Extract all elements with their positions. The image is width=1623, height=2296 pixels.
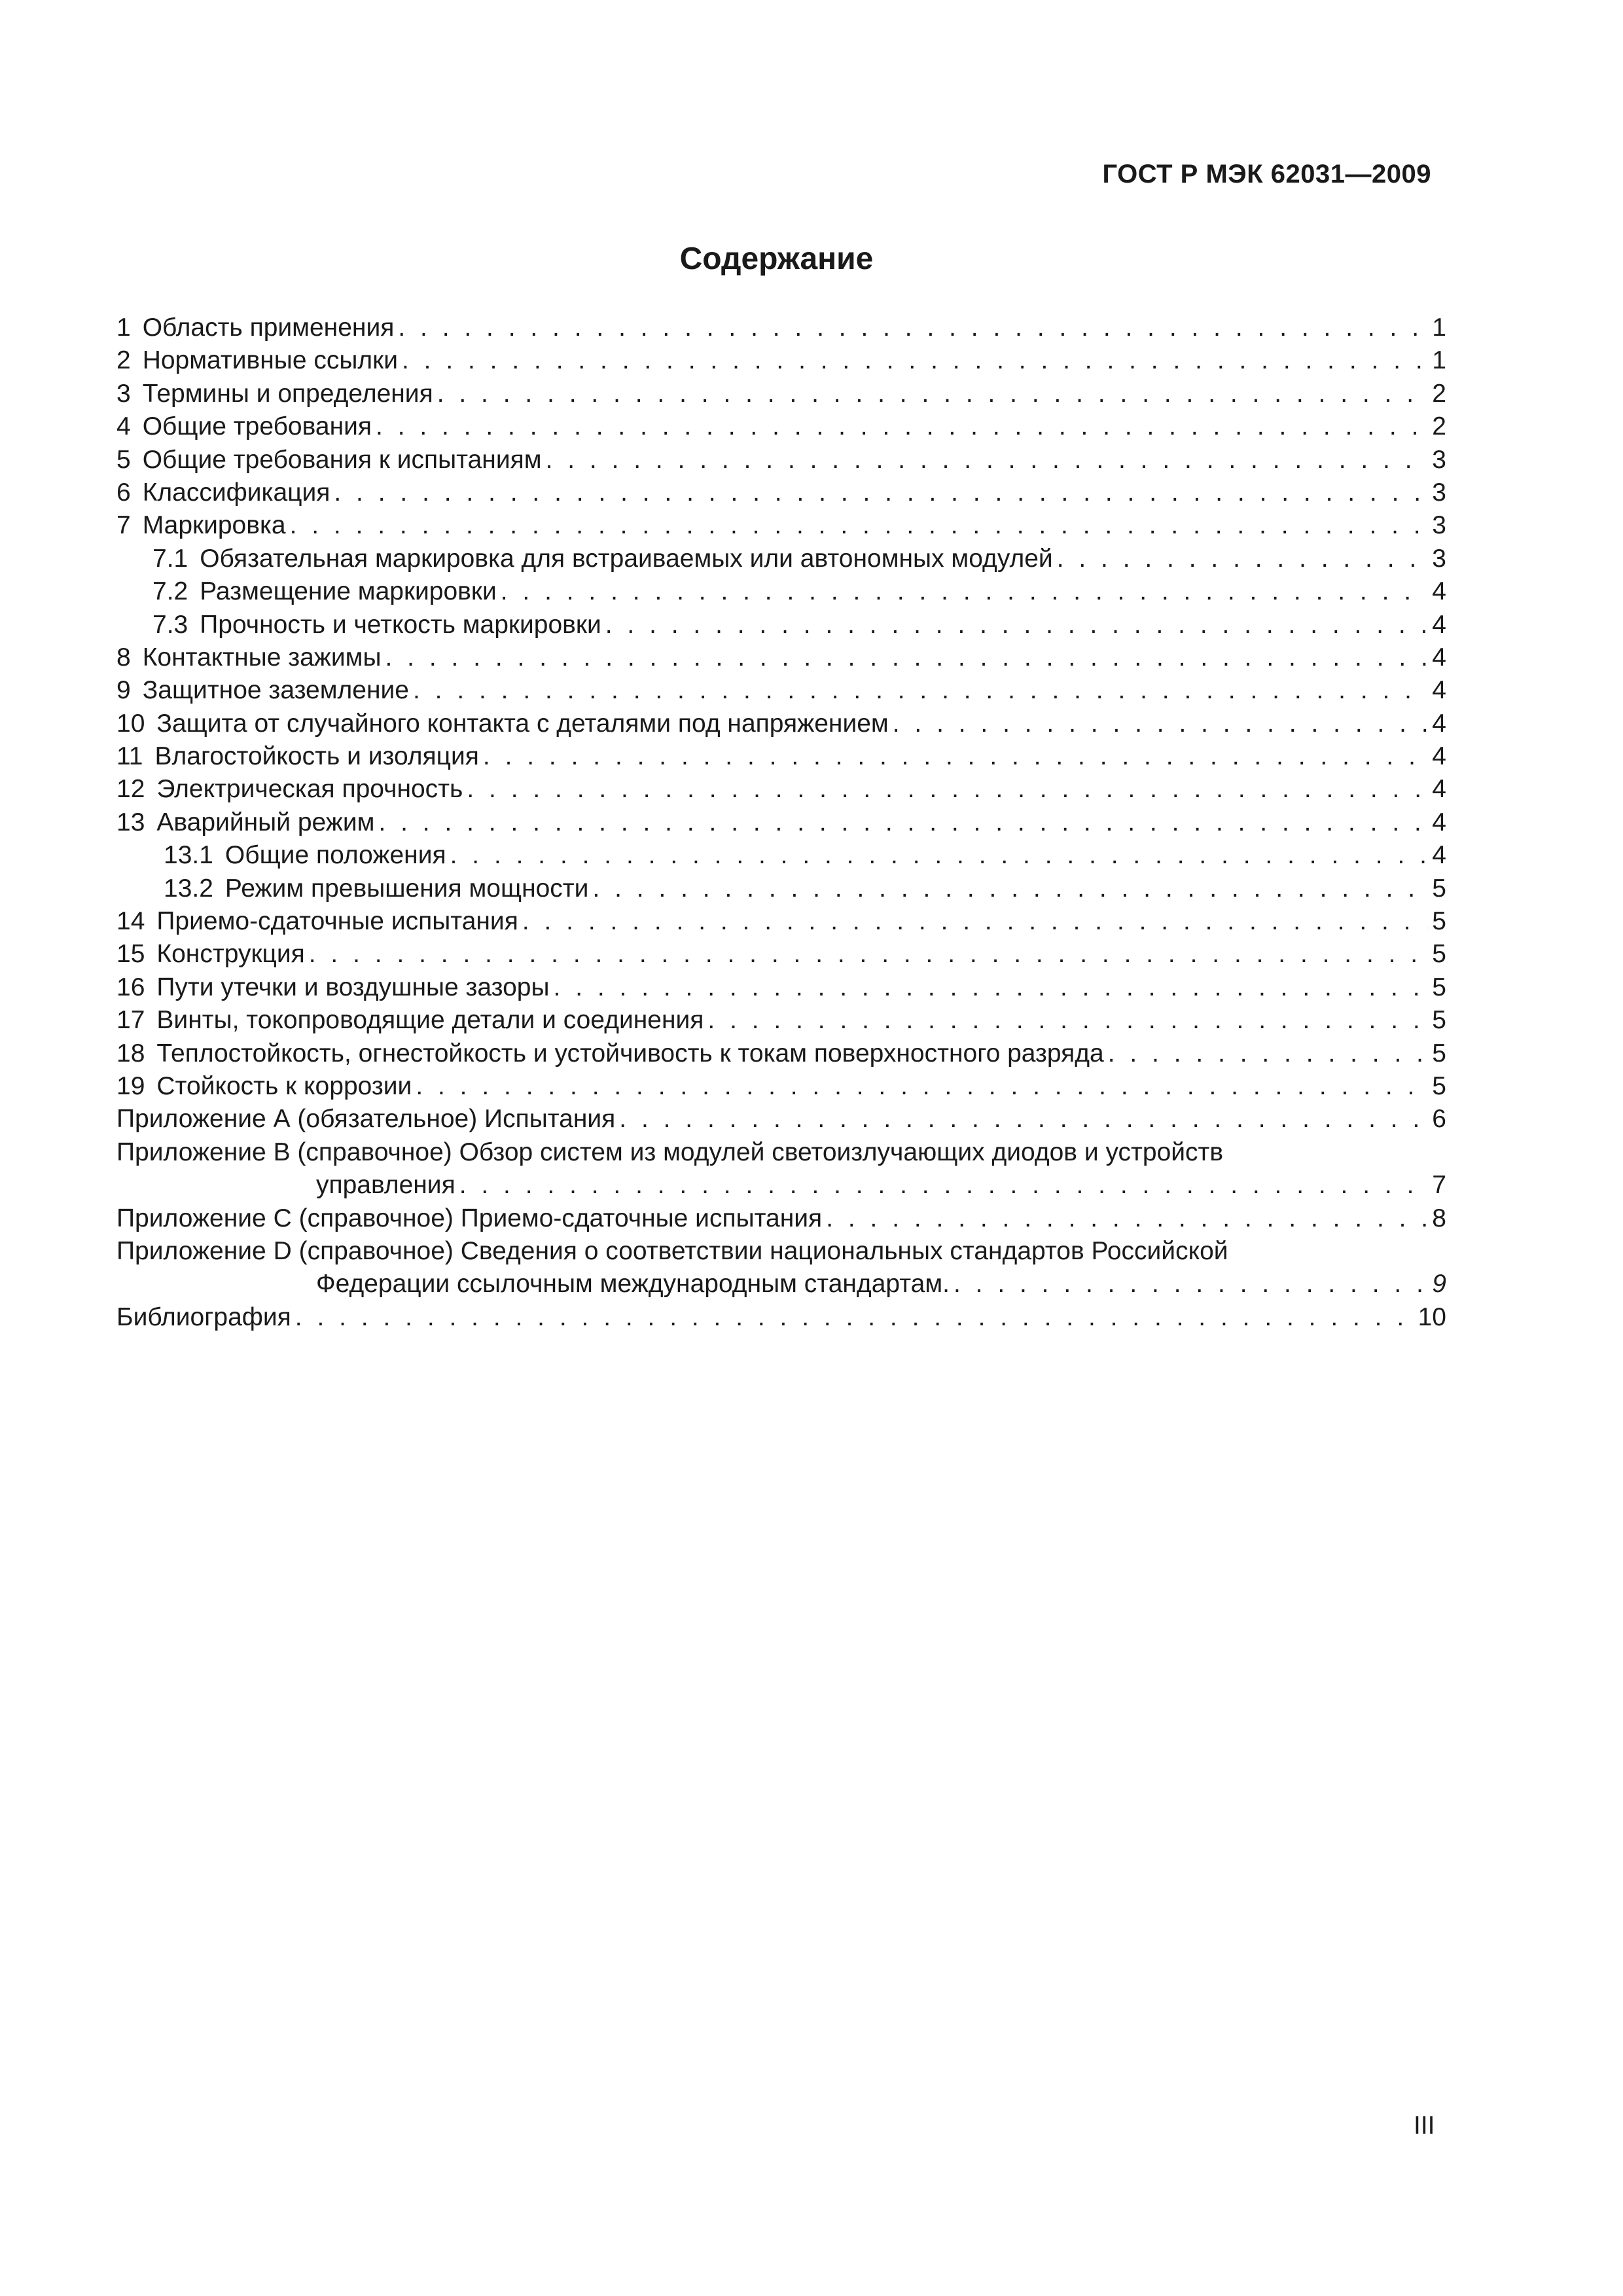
toc-number: 4	[116, 412, 131, 441]
toc-page: 8	[1432, 1204, 1446, 1232]
toc-label: Приемо-сдаточные испытания	[156, 907, 518, 936]
toc-number: 16	[116, 973, 145, 1001]
table-of-contents	[116, 312, 1446, 1334]
toc-label: Общие требования к испытаниям	[142, 445, 542, 474]
dot-leader	[1108, 1037, 1429, 1070]
toc-page: 5	[1432, 1006, 1446, 1035]
dot-leader	[378, 806, 1428, 839]
toc-entry[interactable]	[116, 1070, 1446, 1103]
toc-label: Обязательная маркировка для встраиваемых или автономных модулей	[200, 544, 1053, 573]
dot-leader	[605, 609, 1429, 641]
toc-label: Общие положения	[224, 841, 446, 870]
dot-leader	[826, 1202, 1428, 1235]
toc-label: Библиография	[116, 1302, 291, 1331]
toc-annex-a[interactable]	[116, 1103, 1446, 1136]
toc-label-line1: Приложение D (справочное) Сведения о соответствии национальных стандартов Российской	[116, 1236, 1228, 1265]
dot-leader	[554, 971, 1429, 1004]
toc-entry[interactable]	[116, 1004, 1446, 1037]
toc-label-line2: Федерации ссылочным международным стандартам.	[316, 1270, 950, 1299]
toc-entry[interactable]	[116, 476, 1446, 509]
dot-leader	[483, 740, 1428, 773]
toc-number: 8	[116, 643, 131, 672]
toc-entry[interactable]	[116, 674, 1446, 707]
toc-page: 4	[1432, 577, 1446, 606]
dot-leader	[416, 1070, 1428, 1103]
toc-label: Область применения	[142, 314, 395, 342]
dot-leader	[309, 938, 1429, 971]
toc-number: 2	[116, 346, 131, 375]
toc-page: 3	[1432, 511, 1446, 540]
toc-entry[interactable]	[116, 971, 1446, 1004]
toc-number: 19	[116, 1071, 145, 1100]
toc-annex-d[interactable]	[116, 1235, 1446, 1301]
toc-page: 4	[1432, 775, 1446, 804]
dot-leader	[467, 773, 1428, 806]
toc-subentry[interactable]	[116, 872, 1446, 905]
toc-page: 5	[1432, 907, 1446, 936]
toc-entry[interactable]	[116, 1037, 1446, 1070]
toc-number: 9	[116, 676, 131, 705]
toc-number: 12	[116, 775, 145, 804]
toc-label-line1: Приложение В (справочное) Обзор систем из модулей светоизлучающих диодов и устройств	[116, 1138, 1224, 1166]
toc-label: Пути утечки и воздушные зазоры	[156, 973, 550, 1001]
toc-page: 3	[1432, 445, 1446, 474]
toc-label: Контактные зажимы	[142, 643, 382, 672]
toc-label: Защита от случайного контакта с деталями под напряжением	[156, 709, 889, 738]
toc-number: 10	[116, 709, 145, 738]
toc-annex-c[interactable]	[116, 1202, 1446, 1235]
toc-label-line2: управления	[316, 1171, 455, 1200]
toc-number: 13.1	[164, 841, 213, 870]
toc-number: 13.2	[164, 874, 213, 903]
toc-label: Теплостойкость, огнестойкость и устойчивость к токам поверхностного разряда	[156, 1039, 1104, 1067]
dot-leader	[592, 872, 1428, 905]
toc-entry[interactable]	[116, 312, 1446, 344]
dot-leader	[546, 444, 1429, 476]
dot-leader	[522, 905, 1428, 938]
toc-number: 7.1	[152, 544, 188, 573]
toc-entry[interactable]	[116, 708, 1446, 740]
toc-number: 17	[116, 1006, 145, 1035]
toc-subentry[interactable]	[116, 543, 1446, 575]
toc-page: 5	[1432, 973, 1446, 1001]
toc-page: 9	[1432, 1270, 1446, 1299]
toc-entry[interactable]	[116, 410, 1446, 443]
dot-leader	[437, 378, 1429, 410]
toc-annex-b[interactable]	[116, 1136, 1446, 1202]
toc-label: Электрическая прочность	[156, 775, 463, 804]
toc-number: 15	[116, 940, 145, 969]
dot-leader	[450, 839, 1429, 872]
toc-entry[interactable]	[116, 641, 1446, 674]
dot-leader	[385, 641, 1429, 674]
toc-entry[interactable]	[116, 806, 1446, 839]
dot-leader	[398, 312, 1428, 344]
toc-page: 7	[1432, 1171, 1446, 1200]
toc-label: Приложение А (обязательное) Испытания	[116, 1105, 616, 1134]
toc-entry[interactable]	[116, 378, 1446, 410]
toc-subentry[interactable]	[116, 575, 1446, 608]
toc-entry[interactable]	[116, 740, 1446, 773]
toc-label: Общие требования	[142, 412, 372, 441]
dot-leader	[295, 1301, 1414, 1334]
page-number: III	[1414, 2111, 1435, 2140]
toc-label: Маркировка	[142, 511, 286, 540]
toc-page: 5	[1432, 1039, 1446, 1067]
toc-number: 5	[116, 445, 131, 474]
toc-label: Аварийный режим	[156, 808, 375, 836]
toc-label: Приложение С (справочное) Приемо-сдаточные испытания	[116, 1204, 823, 1232]
toc-number: 7.2	[152, 577, 188, 606]
toc-page: 2	[1432, 412, 1446, 441]
toc-label: Стойкость к коррозии	[156, 1071, 412, 1100]
dot-leader	[707, 1004, 1428, 1037]
toc-page: 4	[1432, 742, 1446, 771]
toc-label: Защитное заземление	[142, 676, 409, 705]
toc-label: Винты, токопроводящие детали и соединения	[156, 1006, 704, 1035]
toc-number: 1	[116, 314, 131, 342]
toc-number: 7	[116, 511, 131, 540]
toc-page: 6	[1432, 1105, 1446, 1134]
toc-label: Влагостойкость и изоляция	[154, 742, 479, 771]
toc-entry[interactable]	[116, 905, 1446, 938]
dot-leader	[501, 575, 1429, 608]
toc-page: 4	[1432, 610, 1446, 639]
dot-leader	[290, 509, 1429, 542]
toc-label: Классификация	[142, 478, 330, 507]
dot-leader	[334, 476, 1428, 509]
toc-page: 1	[1432, 314, 1446, 342]
page-title: Содержание	[679, 242, 874, 276]
toc-number: 3	[116, 379, 131, 408]
toc-subentry[interactable]	[116, 839, 1446, 872]
toc-number: 14	[116, 907, 145, 936]
toc-page: 4	[1432, 709, 1446, 738]
toc-page: 1	[1432, 346, 1446, 375]
toc-entry[interactable]	[116, 444, 1446, 476]
toc-page: 5	[1432, 874, 1446, 903]
toc-page: 2	[1432, 379, 1446, 408]
document-id: ГОСТ Р МЭК 62031—2009	[1102, 160, 1431, 188]
toc-number: 18	[116, 1039, 145, 1067]
toc-entry[interactable]	[116, 938, 1446, 971]
dot-leader	[954, 1268, 1428, 1300]
toc-number: 13	[116, 808, 145, 836]
toc-page: 4	[1432, 841, 1446, 870]
dot-leader	[402, 344, 1428, 377]
toc-page: 3	[1432, 544, 1446, 573]
toc-page: 5	[1432, 940, 1446, 969]
toc-label: Нормативные ссылки	[142, 346, 398, 375]
dot-leader	[413, 674, 1428, 707]
dot-leader	[459, 1169, 1429, 1202]
toc-entry[interactable]	[116, 509, 1446, 542]
toc-label: Конструкция	[156, 940, 305, 969]
toc-number: 7.3	[152, 610, 188, 639]
toc-page: 4	[1432, 676, 1446, 705]
toc-number: 6	[116, 478, 131, 507]
toc-page: 10	[1418, 1302, 1446, 1331]
toc-label: Размещение маркировки	[200, 577, 497, 606]
toc-page: 3	[1432, 478, 1446, 507]
toc-label: Прочность и четкость маркировки	[200, 610, 601, 639]
toc-label: Термины и определения	[142, 379, 433, 408]
toc-label: Режим превышения мощности	[224, 874, 589, 903]
toc-subentry[interactable]	[116, 609, 1446, 641]
toc-page: 4	[1432, 808, 1446, 836]
toc-entry[interactable]	[116, 344, 1446, 377]
toc-number: 11	[116, 742, 143, 771]
toc-bibliography[interactable]	[116, 1301, 1446, 1334]
dot-leader	[893, 708, 1429, 740]
toc-page: 5	[1432, 1071, 1446, 1100]
toc-entry[interactable]	[116, 773, 1446, 806]
dot-leader	[619, 1103, 1428, 1136]
dot-leader	[376, 410, 1428, 443]
dot-leader	[1057, 543, 1429, 575]
toc-page: 4	[1432, 643, 1446, 672]
